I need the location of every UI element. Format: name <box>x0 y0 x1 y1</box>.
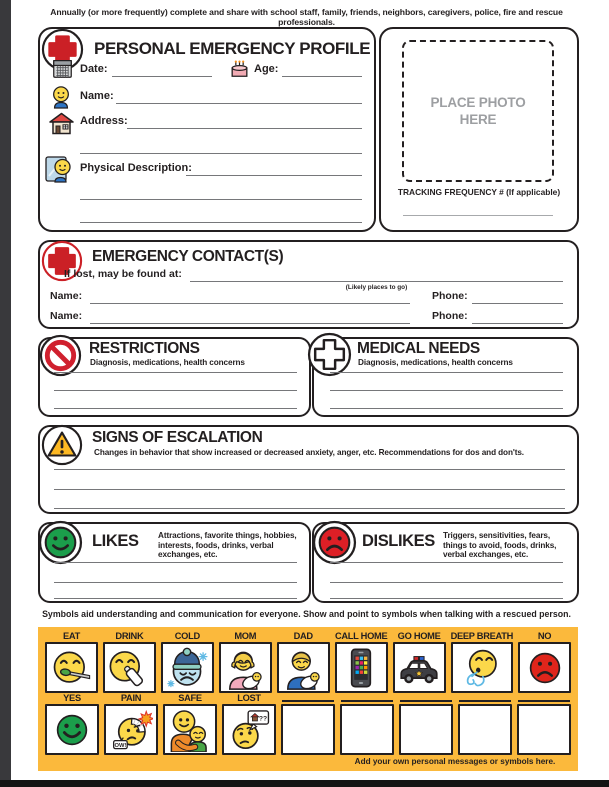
symbol-label: DEEP BREATH <box>450 631 514 641</box>
birthday-cake-icon <box>228 57 251 79</box>
calendar-icon <box>52 58 73 79</box>
medical-line-1 <box>330 372 563 373</box>
page-bottom-edge <box>0 780 609 787</box>
symbol-card-call-home <box>335 631 388 693</box>
likes-title: LIKES <box>92 532 139 550</box>
blank-label-slot <box>281 693 335 704</box>
dislikes-line-2 <box>330 582 563 583</box>
photo-placeholder-line1: PLACE PHOTO <box>430 95 526 110</box>
medical-cross-icon <box>307 332 352 377</box>
call-home-icon <box>335 642 388 693</box>
blank-label-slot <box>399 693 453 704</box>
contact2-phone-label: Phone: <box>432 310 468 322</box>
symbol-card-dad <box>277 631 330 693</box>
symbol-label: CALL HOME <box>334 631 388 641</box>
no-icon <box>518 642 571 693</box>
medical-title: MEDICAL NEEDS <box>357 340 480 357</box>
symbol-row-1 <box>45 631 571 693</box>
symbol-card-cold <box>161 631 214 693</box>
emergency-contacts-section <box>38 240 579 329</box>
symbol-card-blank <box>399 693 453 755</box>
symbol-label: DRINK <box>115 631 144 641</box>
mom-icon <box>219 642 272 693</box>
drink-icon <box>103 642 156 693</box>
cold-icon <box>161 642 214 693</box>
contact2-phone-line <box>472 323 563 324</box>
symbol-label: DAD <box>293 631 313 641</box>
blank-symbol-box <box>517 704 571 755</box>
likes-line-1 <box>54 562 297 563</box>
symbol-card-pain <box>104 693 158 755</box>
sad-face-icon <box>312 520 357 565</box>
photo-placeholder-box <box>402 40 554 182</box>
symbol-card-go-home <box>393 631 446 693</box>
tracking-frequency-label: TRACKING FREQUENCY # (If applicable) <box>397 187 561 197</box>
blank-label-line <box>518 700 570 702</box>
restrictions-title: RESTRICTIONS <box>89 340 200 357</box>
contact1-phone-label: Phone: <box>432 290 468 302</box>
symbol-card-deep-breath <box>451 631 513 693</box>
annual-instruction-note: Annually (or more frequently) complete and share with school staff, family, friends, neighbors, caregivers, police, fire and rescue professionals. <box>50 7 563 27</box>
found-at-label: If lost, may be found at: <box>64 268 182 280</box>
house-icon <box>48 111 75 135</box>
physical-line <box>186 175 362 176</box>
blank-label-slot <box>340 693 394 704</box>
go-home-icon <box>393 642 446 693</box>
date-line <box>112 76 212 77</box>
symbol-card-mom <box>219 631 272 693</box>
address-line-2 <box>80 153 362 154</box>
symbol-card-blank <box>340 693 394 755</box>
physical-line-2 <box>80 199 362 200</box>
escalation-line-3 <box>54 508 565 509</box>
escalation-section <box>38 425 579 514</box>
contact2-name-line <box>90 323 410 324</box>
symbol-label: PAIN <box>120 693 142 703</box>
svg-text:??: ?? <box>258 715 268 723</box>
symbol-card-no <box>518 631 571 693</box>
name-line <box>116 103 362 104</box>
dislikes-section <box>312 522 579 603</box>
medical-subtitle: Diagnosis, medications, health concerns <box>358 358 513 367</box>
no-symbol-icon <box>39 334 82 377</box>
likes-section <box>38 522 311 603</box>
symbols-instruction-note: Symbols aid understanding and communication for everyone. Show and point to symbols when talking with a rescued person. <box>42 609 571 619</box>
svg-text:OW!: OW! <box>114 742 127 749</box>
dislikes-subtitle: Triggers, sensitivities, fears, things to avoid, foods, drinks, verbal exchanges, etc. <box>443 531 557 560</box>
photo-section <box>379 27 579 232</box>
symbol-card-lost <box>222 693 276 755</box>
address-label: Address: <box>80 115 128 127</box>
restrictions-line-3 <box>54 408 297 409</box>
symbol-card-blank <box>517 693 571 755</box>
symbol-label: LOST <box>237 693 261 703</box>
symbol-card-eat <box>45 631 98 693</box>
profile-title: PERSONAL EMERGENCY PROFILE <box>94 39 371 58</box>
found-at-line <box>190 281 563 282</box>
symbol-board <box>38 627 578 771</box>
contact1-name-line <box>90 303 410 304</box>
medical-needs-section <box>312 337 579 417</box>
contact1-phone-line <box>472 303 563 304</box>
name-label: Name: <box>80 90 114 102</box>
lost-icon <box>222 704 276 755</box>
physical-description-label: Physical Description: <box>80 162 192 174</box>
likes-subtitle: Attractions, favorite things, hobbies, interests, foods, drinks, verbal exchanges, etc. <box>158 531 297 560</box>
contact1-name-label: Name: <box>50 290 83 302</box>
blank-label-line <box>400 700 452 702</box>
tracking-line <box>403 215 553 216</box>
page-left-edge <box>0 0 11 787</box>
symbol-row-2 <box>45 693 571 755</box>
blank-symbol-box <box>281 704 335 755</box>
likes-line-3 <box>54 598 297 599</box>
blank-symbol-box <box>340 704 394 755</box>
dislikes-title: DISLIKES <box>362 532 435 550</box>
escalation-line-1 <box>54 469 565 470</box>
symbol-card-safe <box>163 693 217 755</box>
contacts-title: EMERGENCY CONTACT(S) <box>92 248 284 265</box>
photo-placeholder-line2: HERE <box>459 112 497 127</box>
happy-face-icon <box>38 520 83 565</box>
medical-line-3 <box>330 408 563 409</box>
yes-icon <box>45 704 99 755</box>
symbol-card-blank <box>281 693 335 755</box>
symbol-label: EAT <box>62 631 80 641</box>
blank-label-slot <box>517 693 571 704</box>
blank-label-slot <box>458 693 512 704</box>
age-line <box>282 76 362 77</box>
restrictions-section <box>38 337 311 417</box>
blank-label-line <box>282 700 334 702</box>
symbol-label: NO <box>537 631 552 641</box>
person-icon <box>50 85 72 109</box>
blank-symbol-box <box>399 704 453 755</box>
physical-line-3 <box>80 222 362 223</box>
photo-placeholder-text <box>430 94 525 128</box>
symbol-label: MOM <box>234 631 257 641</box>
symbol-card-drink <box>103 631 156 693</box>
date-label: Date: <box>80 63 108 75</box>
symbol-label: GO HOME <box>397 631 441 641</box>
pain-icon <box>104 704 158 755</box>
dislikes-line-1 <box>330 562 563 563</box>
eat-icon <box>45 642 98 693</box>
personal-profile-section <box>38 27 376 232</box>
deep-breath-icon <box>451 642 513 693</box>
medical-line-2 <box>330 390 563 391</box>
blank-label-line <box>459 700 511 702</box>
blank-symbol-box <box>458 704 512 755</box>
symbol-label: YES <box>63 693 81 703</box>
restrictions-line-1 <box>54 372 297 373</box>
dad-icon <box>277 642 330 693</box>
safe-icon <box>163 704 217 755</box>
age-label: Age: <box>254 63 279 75</box>
escalation-subtitle: Changes in behavior that show increased or decreased anxiety, anger, etc. Recommendations for dos and don'ts. <box>94 448 524 457</box>
escalation-line-2 <box>54 489 565 490</box>
restrictions-line-2 <box>54 390 297 391</box>
warning-triangle-icon <box>41 424 83 466</box>
restrictions-subtitle: Diagnosis, medications, health concerns <box>90 358 245 367</box>
symbol-label: SAFE <box>178 693 202 703</box>
escalation-title: SIGNS OF ESCALATION <box>92 429 263 446</box>
symbol-label: COLD <box>174 631 200 641</box>
blank-label-line <box>341 700 393 702</box>
mirror-person-icon <box>45 156 76 183</box>
symbol-card-yes <box>45 693 99 755</box>
likes-line-2 <box>54 582 297 583</box>
address-line <box>127 128 362 129</box>
found-at-hint: (Likely places to go) <box>345 284 408 291</box>
dislikes-line-3 <box>330 598 563 599</box>
board-add-note: Add your own personal messages or symbols here. <box>354 757 556 766</box>
symbol-card-blank <box>458 693 512 755</box>
contact2-name-label: Name: <box>50 310 83 322</box>
